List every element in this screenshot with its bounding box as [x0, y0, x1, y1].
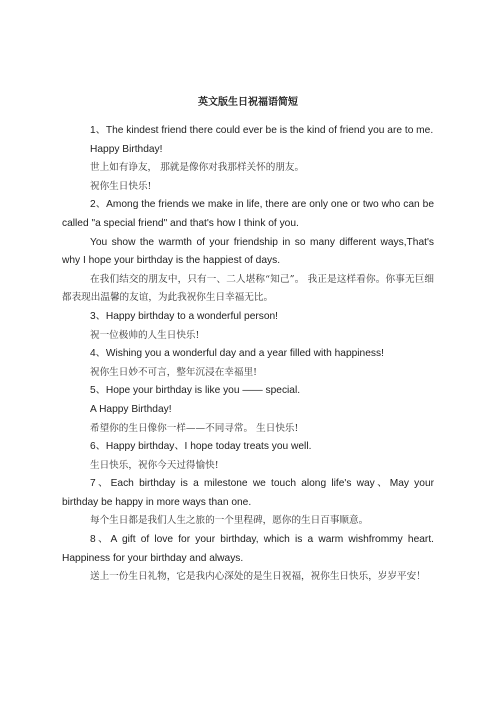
- paragraph: 送上一份生日礼物，它是我内心深处的是生日祝福，祝你生日快乐，岁岁平安！: [90, 571, 426, 583]
- document-title: 英文版生日祝福语简短: [198, 97, 298, 108]
- paragraph: 4、Wishing you a wonderful day and a year filled with happiness!: [90, 348, 384, 360]
- paragraph: 3、Happy birthday to a wonderful person!: [90, 310, 279, 322]
- paragraph: 1、The kindest friend there could ever be is the kind of friend you are to me.: [90, 125, 434, 136]
- paragraph: You show the warmth of your friendship in so many different ways,That's why I hope your birthday is the happiest of days.: [62, 236, 434, 267]
- paragraph: 祝一位极帅的人生日快乐!: [90, 329, 200, 341]
- paragraph: 2、Among the friends we make in life, there are only one or two who can be called "a special friend" and that's how I think of you.: [62, 199, 434, 229]
- paragraph: 5、Hope your birthday is like you —— special.: [90, 385, 301, 397]
- paragraph: 每个生日都是我们人生之旅的一个里程碑，愿你的生日百事顺意。: [90, 515, 369, 527]
- paragraph: Happy Birthday!: [90, 143, 163, 155]
- paragraph: 在我们结交的朋友中，只有一、二人堪称“知己”。 我正是这样看你。你事无巨细都表现出温馨的友谊，为此我祝你生日幸福无比。: [62, 273, 434, 304]
- paragraph: 世上如有诤友， 那就是像你对我那样关怀的朋友。: [90, 162, 305, 174]
- paragraph: 生日快乐，祝你今天过得愉快!: [90, 459, 219, 471]
- paragraph: A Happy Birthday!: [90, 403, 172, 415]
- paragraph: 7、Each birthday is a milestone we touch along life's way、May your birthday be happy in more ways than one.: [62, 478, 434, 508]
- paragraph: 希望你的生日像你一样——不同寻常。 生日快乐!: [90, 422, 299, 434]
- paragraph: 6、Happy birthday、I hope today treats you well.: [90, 441, 312, 453]
- paragraph: 8、A gift of love for your birthday, which is a warm wishfrommy heart. Happiness for your birthday and always.: [62, 534, 434, 564]
- paragraph: 祝你生日妙不可言，整年沉浸在幸福里!: [90, 366, 257, 378]
- paragraph: 祝你生日快乐!: [90, 180, 152, 192]
